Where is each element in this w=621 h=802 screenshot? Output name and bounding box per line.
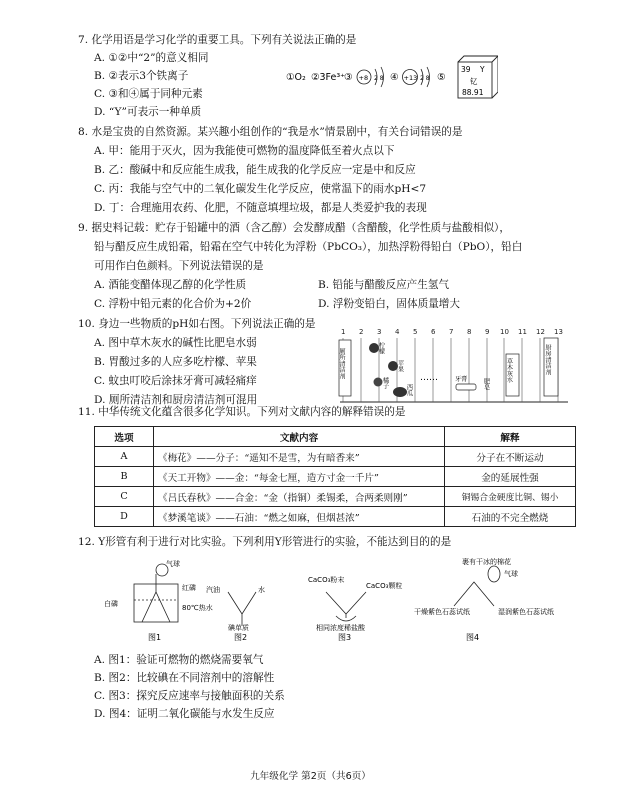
q11-header-explain: 解释 bbox=[445, 427, 576, 447]
q12-fig1-white-p: 白磷 bbox=[104, 600, 118, 608]
q7-fig-o2: ①O₂ bbox=[286, 72, 306, 83]
q9-option-a: A. 酒能变醋体现乙醇的化学性质 bbox=[94, 279, 247, 291]
q7-element-mass: 88.91 bbox=[462, 88, 484, 97]
ph-item-orange: 橘子 bbox=[381, 377, 389, 390]
q12-fig3-block: CaCO₃颗粒 bbox=[366, 582, 403, 590]
q12-fig3-hcl: 相同浓度稀盐酸 bbox=[316, 624, 365, 632]
q8-option-b: B. 乙：酸碱中和反应能生成我，能生成我的化学反应一定是中和反应 bbox=[94, 164, 416, 176]
q12-fig2-ytube bbox=[228, 592, 256, 626]
table-row: A 《梅花》——分子：“遥知不是雪，为有暗香来” 分子在不断运动 bbox=[95, 447, 576, 467]
q7-fig-4: ④ bbox=[390, 72, 399, 83]
q7-atom3-shells: 2 8 bbox=[374, 75, 384, 82]
table-row: D 《梦溪笔谈》——石油：“燃之如麻，但烟甚浓” 石油的不完全燃烧 bbox=[95, 507, 576, 527]
q12-option-d: D. 图4：证明二氧化碳能与水发生反应 bbox=[94, 708, 275, 720]
q10-option-a: A. 图中草木灰水的碱性比肥皂水弱 bbox=[94, 337, 257, 349]
q7-fig-3: ③ bbox=[344, 72, 353, 83]
ph-toothpaste-icon bbox=[456, 384, 476, 390]
ph-tick-3: 3 bbox=[377, 328, 382, 336]
q7-element-symbol: Y bbox=[480, 65, 485, 74]
q12-figure-1 bbox=[134, 564, 178, 622]
q7-atom4-charge: +13 bbox=[403, 74, 418, 82]
q12-fig3-ytube bbox=[326, 592, 366, 618]
q7-atom4-shells: 2 8 bbox=[420, 75, 430, 82]
q12-fig1-hot-water: 80℃热水 bbox=[182, 604, 213, 612]
ph-item-lemon: 柠檬 bbox=[377, 342, 385, 355]
q7-option-b: B. ②表示3个铁离子 bbox=[94, 70, 189, 82]
q12-fig2-gasoline: 汽油 bbox=[206, 586, 220, 594]
q12-fig4-caption: 图4 bbox=[466, 633, 480, 642]
q7-fig-fe: ②3Fe³⁺ bbox=[311, 72, 346, 83]
q12-fig1-balloon-label: 气球 bbox=[166, 560, 180, 568]
q8-stem: 8. 水是宝贵的自然资源。某兴趣小组创作的“我是水”情景剧中，有关台词错误的是 bbox=[78, 126, 463, 138]
q12-fig1-red-p: 红磷 bbox=[182, 584, 196, 592]
q12-option-b: B. 图2：比较碘在不同溶剂中的溶解性 bbox=[94, 672, 275, 684]
ph-tick-8: 8 bbox=[467, 328, 472, 336]
q7-fig-5: ⑤ bbox=[437, 72, 446, 83]
q10-stem: 10. 身边一些物质的pH如右图。下列说法正确的是 bbox=[78, 318, 316, 330]
q12-fig1-caption: 图1 bbox=[148, 633, 162, 642]
ph-tick-7: 7 bbox=[449, 328, 454, 336]
ph-tick-13: 13 bbox=[554, 328, 563, 336]
q12-fig2-water: 水 bbox=[258, 586, 265, 594]
q9-line2: 铅与醋反应生成铅霜，铅霜在空气中转化为浮粉（PbCO₃），加热浮粉得铅白（PbO），铅白 bbox=[94, 241, 523, 253]
q8-option-a: A. 甲：能用于灭火，因为我能使可燃物的温度降低至着火点以下 bbox=[94, 145, 395, 157]
q12-fig4-balloon bbox=[488, 566, 500, 582]
ph-dots: …… bbox=[420, 373, 438, 383]
q9-option-b: B. 铅能与醋酸反应产生氢气 bbox=[318, 279, 450, 291]
q11-table bbox=[94, 426, 576, 527]
ph-item-watermelon: 西瓜 bbox=[405, 384, 413, 397]
q12-option-a: A. 图1：验证可燃物的燃烧需要氧气 bbox=[94, 654, 264, 666]
q12-fig3-caption: 图3 bbox=[338, 633, 352, 642]
q11-header-option: 选项 bbox=[95, 427, 154, 447]
q8-option-d: D. 丁：合理施用农药、化肥，不随意填埋垃圾，都是人类爱护我的表现 bbox=[94, 202, 427, 214]
q12-fig2-caption: 图2 bbox=[234, 633, 248, 642]
q12-fig4-cotton: 裹有干冰的棉花 bbox=[462, 558, 511, 566]
q12-figure-4 bbox=[454, 566, 500, 606]
ph-item-toothpaste: 牙膏 bbox=[455, 376, 468, 383]
ph-tick-2: 2 bbox=[359, 328, 364, 336]
q7-element-name: 钇 bbox=[470, 77, 478, 86]
q12-figure-3 bbox=[326, 592, 366, 621]
q9-line1: 9. 据史料记载：贮存于铅罐中的酒（含乙醇）会发酵成醋（含醋酸，化学性质与盐酸相似）， bbox=[78, 222, 510, 234]
ph-tick-6: 6 bbox=[431, 328, 436, 336]
q7-element-number: 39 bbox=[461, 65, 471, 74]
q10-option-d: D. 厕所清洁剂和厨房清洁剂可混用 bbox=[94, 394, 258, 406]
ph-tick-1: 1 bbox=[341, 328, 346, 336]
ph-tick-4: 4 bbox=[395, 328, 400, 336]
table-row: B 《天工开物》——金：“每金七厘，造方寸金一千片” 金的延展性强 bbox=[95, 467, 576, 487]
q12-fig4-wet-paper: 湿润紫色石蕊试纸 bbox=[498, 608, 554, 616]
q12-fig4-dry-paper: 干燥紫色石蕊试纸 bbox=[414, 608, 470, 616]
ph-item-toilet-cleaner: 厕所清洁剂 bbox=[338, 348, 345, 379]
ph-tick-10: 10 bbox=[500, 328, 509, 336]
ph-item-apple: 苹果 bbox=[396, 360, 404, 373]
ph-tick-12: 12 bbox=[536, 328, 545, 336]
q8-option-c: C. 丙：我能与空气中的二氧化碳发生化学反应，使常温下的雨水pH<7 bbox=[94, 183, 427, 195]
ph-tick-11: 11 bbox=[518, 328, 527, 336]
ph-tick-5: 5 bbox=[413, 328, 418, 336]
q12-option-c: C. 图3：探究反应速率与接触面积的关系 bbox=[94, 690, 285, 702]
q11-stem: 11. 中华传统文化蕴含很多化学知识。下列对文献内容的解释错误的是 bbox=[78, 406, 406, 418]
q12-figures bbox=[94, 552, 564, 644]
ph-item-soap: 肥皂 bbox=[482, 378, 490, 391]
q9-option-d: D. 浮粉变铅白，固体质量增大 bbox=[318, 298, 460, 310]
q12-fig1-ytube bbox=[142, 574, 170, 622]
q11-header-content: 文献内容 bbox=[154, 427, 445, 447]
q7-option-d: D. “Y”可表示一种单质 bbox=[94, 106, 202, 118]
ph-tick-9: 9 bbox=[485, 328, 490, 336]
q12-stem: 12. Y形管有利于进行对比实验。下列利用Y形管进行的实验，不能达到目的的是 bbox=[78, 536, 452, 548]
q9-option-c: C. 浮粉中铅元素的化合价为+2价 bbox=[94, 298, 252, 310]
ph-item-ash-water: 草木灰水 bbox=[505, 358, 513, 383]
table-row: C 《吕氏春秋》——合金：“金（指铜）柔锡柔，合两柔则刚” 铜锡合金硬度比铜、锡小 bbox=[95, 487, 576, 507]
q12-fig2-iodine: 碘单质 bbox=[228, 624, 249, 632]
page-footer: 九年级化学 第2页（共6页） bbox=[250, 771, 371, 782]
q7-option-c: C. ③和④属于同种元素 bbox=[94, 88, 203, 100]
q11-table-header bbox=[95, 427, 576, 447]
q10-ph-figure bbox=[338, 326, 570, 408]
q7-atom3-charge: +8 bbox=[358, 74, 369, 82]
q7-stem: 7. 化学用语是学习化学的重要工具。下列有关说法正确的是 bbox=[78, 34, 357, 46]
q10-option-c: C. 蚊虫叮咬后涂抹牙膏可减轻痛痒 bbox=[94, 375, 257, 387]
q7-option-a: A. ①②中“2”的意义相同 bbox=[94, 52, 209, 64]
q12-fig4-balloon-label: 气球 bbox=[504, 570, 518, 578]
q12-fig3-powder: CaCO₃粉末 bbox=[308, 576, 345, 584]
q9-line3: 可用作白色颜料。下列说法错误的是 bbox=[94, 260, 264, 272]
q7-symbol-figure bbox=[286, 54, 498, 102]
ph-item-kitchen-cleaner: 厨房清洁剂 bbox=[544, 344, 551, 375]
q12-figure-2 bbox=[228, 592, 256, 626]
q12-fig4-ytube bbox=[454, 582, 494, 606]
q10-option-b: B. 胃酸过多的人应多吃柠檬、苹果 bbox=[94, 356, 257, 368]
